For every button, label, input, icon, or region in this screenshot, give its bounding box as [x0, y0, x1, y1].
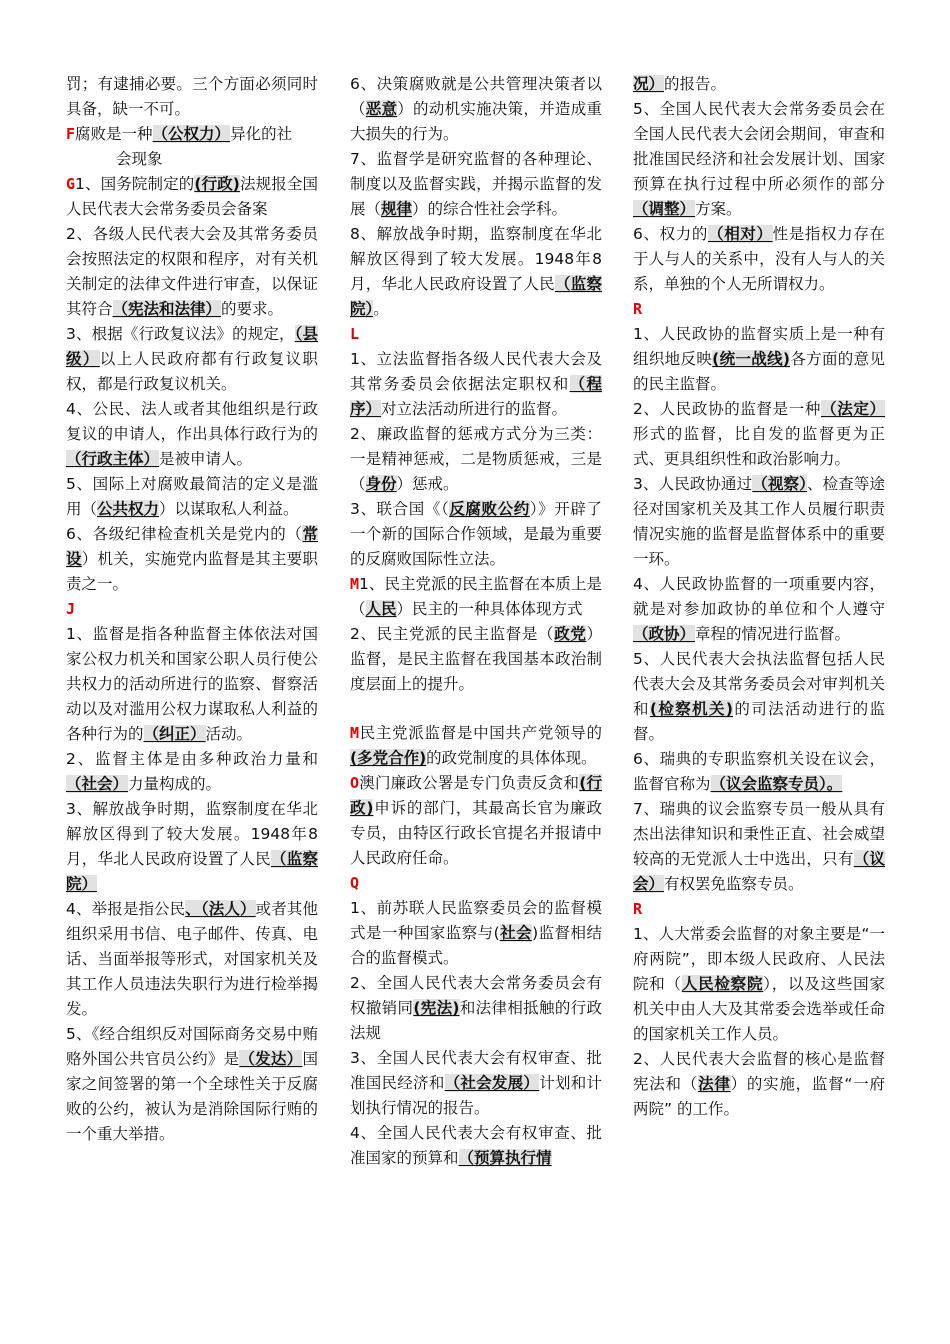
column-3 [633, 72, 885, 1122]
answer-highlight: 政党 [554, 625, 587, 643]
text: 5、国际上对腐败最简洁的定义是滥用（ [66, 475, 318, 518]
section-l-item-1 [350, 347, 602, 422]
answer-highlight: 社会 [499, 924, 533, 942]
answer-highlight: 况） [633, 75, 665, 93]
section-g-item-5 [66, 472, 318, 522]
text: 7、监督学是研究监督的各种理论、制度以及监督实践，并揭示监督的发展（ [350, 150, 602, 218]
text: 2、各级人民代表大会及其常务委员会按照法定的权限和程序，对有关机关制定的法律文件进行审查，以保证其符合 [66, 225, 318, 318]
text: 的政党制度的具体体现。 [426, 749, 597, 767]
section-m-item-1 [350, 572, 602, 622]
text: 章程的情况进行监督。 [695, 625, 851, 643]
text: 3、全国人民代表大会有权审查、批准国民经济和 [350, 1049, 602, 1092]
text: ）监督，是民主监督在我国基本政治制度层面上的提升。 [350, 625, 602, 693]
text: 是被申请人。 [159, 450, 253, 468]
answer-highlight: （法定） [821, 400, 885, 418]
text: 7、瑞典的议会监察专员一般从具有杰出法律知识和秉性正直、社会威望较高的无党派人士中选出，只有 [633, 800, 885, 868]
text: 5、人民代表大会执法监督包括人民代表大会及其常务委员会对审判机关和 [633, 650, 885, 718]
answer-highlight: (多党合作) [350, 749, 427, 767]
answer-highlight: 恶意 [365, 100, 398, 118]
section-j-item-1 [66, 622, 318, 747]
text: 5、全国人民代表大会常务委员会在全国人民代表大会闭会期间，审查和批准国民经济和社会发展计划、国家预算在执行过程中所必须作的部分 [633, 100, 885, 193]
text: 1、前苏联人民监察委员会的监督模式是一种国家监察与( [350, 899, 602, 942]
section-letter: R [633, 300, 643, 318]
section-j-item-4 [66, 897, 318, 1022]
answer-highlight: （监察院） [350, 275, 602, 318]
text: 申诉的部门，其最高长官为廉政专员，由特区行政长官提名并报请中 人民政府任命。 [350, 799, 602, 867]
section-q-item-6 [633, 222, 885, 297]
section-j-item-3 [66, 797, 318, 897]
section-letter: J [66, 600, 76, 618]
answer-highlight: （纠正） [143, 725, 206, 743]
section-r-item-1 [633, 322, 885, 397]
text: 1、民主党派的民主监督在本质上是（ [350, 575, 602, 618]
text: 方案。 [695, 200, 742, 218]
text: 1、人民政协的监督实质上是一种有组织地反映 [633, 325, 885, 368]
section-letter: L [350, 325, 360, 343]
answer-highlight: （政协） [633, 625, 696, 643]
answer-highlight: 人民检察院 [681, 975, 764, 993]
text: 、检查等途径对国家机关及其工作人员履行职责情况实施的监督是监督体系中的重要一环。 [633, 475, 885, 568]
answer-highlight: （监察院） [66, 850, 318, 893]
answer-highlight: （程序） [350, 375, 602, 418]
section-letter: R [633, 900, 643, 918]
answer-highlight: 身份 [365, 475, 397, 493]
section-g-item-3 [66, 322, 318, 397]
section-letter: M [350, 575, 360, 593]
paragraph [66, 147, 318, 172]
section-l-item-2 [350, 422, 602, 497]
text: 罚；有逮捕必要。三个方面必须同时具备，缺一不可。 [66, 75, 318, 118]
text: 1、人大常委会监督的对象主要是“一府两院”，即本级人民政府、人民法院和（ [633, 925, 885, 993]
section-letter: G [66, 175, 76, 193]
spacer [350, 697, 602, 721]
answer-highlight: （议会） [633, 850, 885, 893]
section-g-item-1 [66, 172, 318, 222]
text: 4、举报是指公民 [66, 900, 186, 918]
text: ）的动机实施决策，并造成重大损失的行为。 [350, 100, 602, 143]
answer-highlight: 、（法人） [185, 900, 256, 918]
answer-highlight: 法律 [698, 1075, 731, 1093]
text: ）以谋取私人利益。 [159, 500, 299, 518]
section-q-heading [350, 871, 602, 896]
section-r2-heading [633, 897, 885, 922]
text: 3、联合国《（ [350, 500, 450, 518]
answer-highlight: (行政) [194, 175, 240, 193]
answer-highlight: （相对） [708, 225, 773, 243]
text: 2、人民政协的监督是一种 [633, 400, 822, 418]
text: 力量构成的。 [128, 775, 222, 793]
text: 4、人民政协监督的一项重要内容，就是对参加政协的单位和个人遵守 [633, 575, 885, 618]
section-q-item-3 [350, 1046, 602, 1121]
answer-highlight: （宪法和法律） [112, 300, 222, 318]
section-q-item-4 [350, 1121, 602, 1171]
answer-highlight: (统一战线) [712, 350, 790, 368]
text: 5、《经合组织反对国际商务交易中贿赂外国公共官员公约》是 [66, 1025, 318, 1068]
text: 3、根据《行政复议法》的规定， [66, 325, 295, 343]
column-1 [66, 72, 318, 1147]
section-m-item-3 [350, 721, 602, 771]
text: 1、监督是指各种监督主体依法对国家公权力机关和国家公职人员行使公共权力的活动所进行的监察、督察活动以及对滥用公权力谋取私人利益的各种行为的 [66, 625, 318, 743]
section-r-item-4 [633, 572, 885, 647]
section-l-item-3 [350, 497, 602, 572]
section-j-item-8 [350, 222, 602, 322]
section-r-item-7 [633, 797, 885, 897]
text: 有权罢免监察专员。 [664, 875, 804, 893]
section-g-item-6 [66, 522, 318, 597]
text: ）》开辟了一个新的国际合作领域，是最为重要的反腐败国际性立法。 [350, 500, 602, 568]
text: 国家之间签署的第一个全球性关于反腐败的公约，被认为是消除国际行贿的一个重大举措。 [66, 1050, 318, 1143]
text: ），以及这些国家机关中由人大及其常委会选举或任命的国家机关工作人员。 [633, 975, 885, 1043]
section-r-item-5 [633, 647, 885, 747]
section-r-heading [633, 297, 885, 322]
section-r2-item-1 [633, 922, 885, 1047]
answer-highlight: 规律 [381, 200, 413, 218]
answer-highlight: 反腐败公约 [449, 500, 530, 518]
answer-highlight: （议会监察专员）。 [710, 775, 843, 793]
text: 活动。 [205, 725, 253, 743]
text: 形式的监督，比自发的监督更为正式、更具组织性和政治影响力。 [633, 425, 885, 468]
text: ）民主的一种具体体现方式 [396, 600, 583, 618]
answer-highlight: (宪法) [413, 999, 460, 1017]
answer-highlight: (检察机关) [649, 700, 733, 718]
text: 各方面的意见的民主监督。 [633, 350, 885, 393]
text: 民主党派监督是中国共产党领导的 [359, 724, 602, 742]
text: )监督相结合的监督模式。 [350, 924, 602, 967]
column-2 [350, 72, 602, 1171]
answer-highlight: 公共权力 [97, 500, 160, 518]
answer-highlight: （调整） [633, 200, 696, 218]
text: 6、各级纪律检查机关是党内的（ [66, 525, 303, 543]
section-letter: F [66, 125, 76, 143]
text: 法规报全国人民代表大会常务委员会备案 [66, 175, 318, 218]
text: 。 [373, 300, 389, 318]
text: 或者其他组织采用书信、电子邮件、传真、电话、当面举报等形式，对国家机关及其工作人员违法失职行为进行检举揭发。 [66, 900, 318, 1018]
section-j-item-6 [350, 72, 602, 147]
text: 腐败是一种 [75, 125, 153, 143]
text: 以上人民政府都有行政复议职权，都是行政复议机关。 [66, 350, 318, 393]
answer-highlight: （发达） [239, 1050, 303, 1068]
answer-highlight: 人民 [365, 600, 397, 618]
answer-highlight: （公权力） [152, 125, 231, 143]
section-j-item-7 [350, 147, 602, 222]
section-r-item-6 [633, 747, 885, 797]
section-o-item-1 [350, 771, 602, 871]
text: 澳门廉政公署是专门负责反贪和 [359, 774, 580, 792]
section-letter: M [350, 724, 360, 742]
answer-highlight: （县级） [66, 325, 318, 368]
section-q-item-2 [350, 971, 602, 1046]
text: 异化的社 [230, 125, 293, 143]
answer-highlight: (行政) [350, 774, 602, 817]
answer-highlight: （视察） [752, 475, 808, 493]
section-j-item-5 [66, 1022, 318, 1147]
text: ）惩戒。 [396, 475, 459, 493]
section-r-item-2 [633, 397, 885, 472]
section-l-heading [350, 322, 602, 347]
section-q-item-5 [633, 97, 885, 222]
text: ）的实施，监督“一府两院” 的工作。 [633, 1075, 885, 1118]
text: 2、民主党派的民主监督是（ [350, 625, 555, 643]
section-j-heading [66, 597, 318, 622]
text: 1、国务院制定的 [75, 175, 195, 193]
text: 会现象 [116, 150, 163, 168]
section-q-item-4-cont [633, 72, 885, 97]
text: 计划和计划执行情况的报告。 [350, 1074, 602, 1117]
section-r-item-3 [633, 472, 885, 572]
section-letter: Q [350, 874, 360, 892]
answer-highlight: （社会） [66, 775, 129, 793]
text: 性是指权力存在于人与人的关系中，没有人与人的关系，单独的个人无所谓权力。 [633, 225, 885, 293]
text: 和法律相抵触的行政法规 [350, 999, 602, 1042]
text: 2、全国人民代表大会常务委员会有权撤销同 [350, 974, 602, 1017]
section-j-item-2 [66, 747, 318, 797]
text: 4、全国人民代表大会有权审查、批准国家的预算和 [350, 1124, 602, 1167]
text: 4、公民、法人或者其他组织是行政复议的申请人，作出具体行政行为的 [66, 400, 318, 443]
section-q-item-1 [350, 896, 602, 971]
section-letter: O [350, 774, 360, 792]
section-g-item-4 [66, 397, 318, 472]
paragraph [66, 72, 318, 122]
text: 对立法活动所进行的监督。 [381, 400, 568, 418]
text: 6、决策腐败就是公共管理决策者以（ [350, 75, 602, 118]
text: 1、立法监督指各级人民代表大会及其常务委员会依据法定职权和 [350, 350, 602, 393]
text: 3、人民政协通过 [633, 475, 753, 493]
section-r2-item-2 [633, 1047, 885, 1122]
section-m-item-2 [350, 622, 602, 697]
answer-highlight: 常设 [66, 525, 318, 568]
text: ）机关，实施党内监督是其主要职责之一。 [66, 550, 318, 593]
text: 3、解放战争时期，监察制度在华北解放区得到了较大发展。1948年8月，华北人民政府设置了人民 [66, 800, 318, 868]
text: ）的综合性社会学科。 [412, 200, 568, 218]
section-f [66, 122, 318, 147]
text: 的报告。 [664, 75, 727, 93]
section-g-item-2 [66, 222, 318, 322]
text: 的要求。 [221, 300, 284, 318]
answer-highlight: （行政主体） [66, 450, 160, 468]
text: 6、瑞典的专职监察机关设在议会，监督官称为 [633, 750, 885, 793]
text: 2、廉政监督的惩戒方式分为三类：一是精神惩戒，二是物质惩戒，三是（ [350, 425, 602, 493]
text: 8、解放战争时期，监察制度在华北解放区得到了较大发展。1948年8月，华北人民政府设置了人民 [350, 225, 602, 293]
text: 6、权力的 [633, 225, 709, 243]
answer-highlight: （社会发展） [444, 1074, 540, 1092]
text: 的司法活动进行的监督。 [633, 700, 885, 743]
text: 2、人民代表大会监督的核心是监督宪法和（ [633, 1050, 885, 1093]
answer-highlight: （预算执行情 [458, 1149, 552, 1167]
text: 2、监督主体是由多种政治力量和 [66, 750, 318, 768]
